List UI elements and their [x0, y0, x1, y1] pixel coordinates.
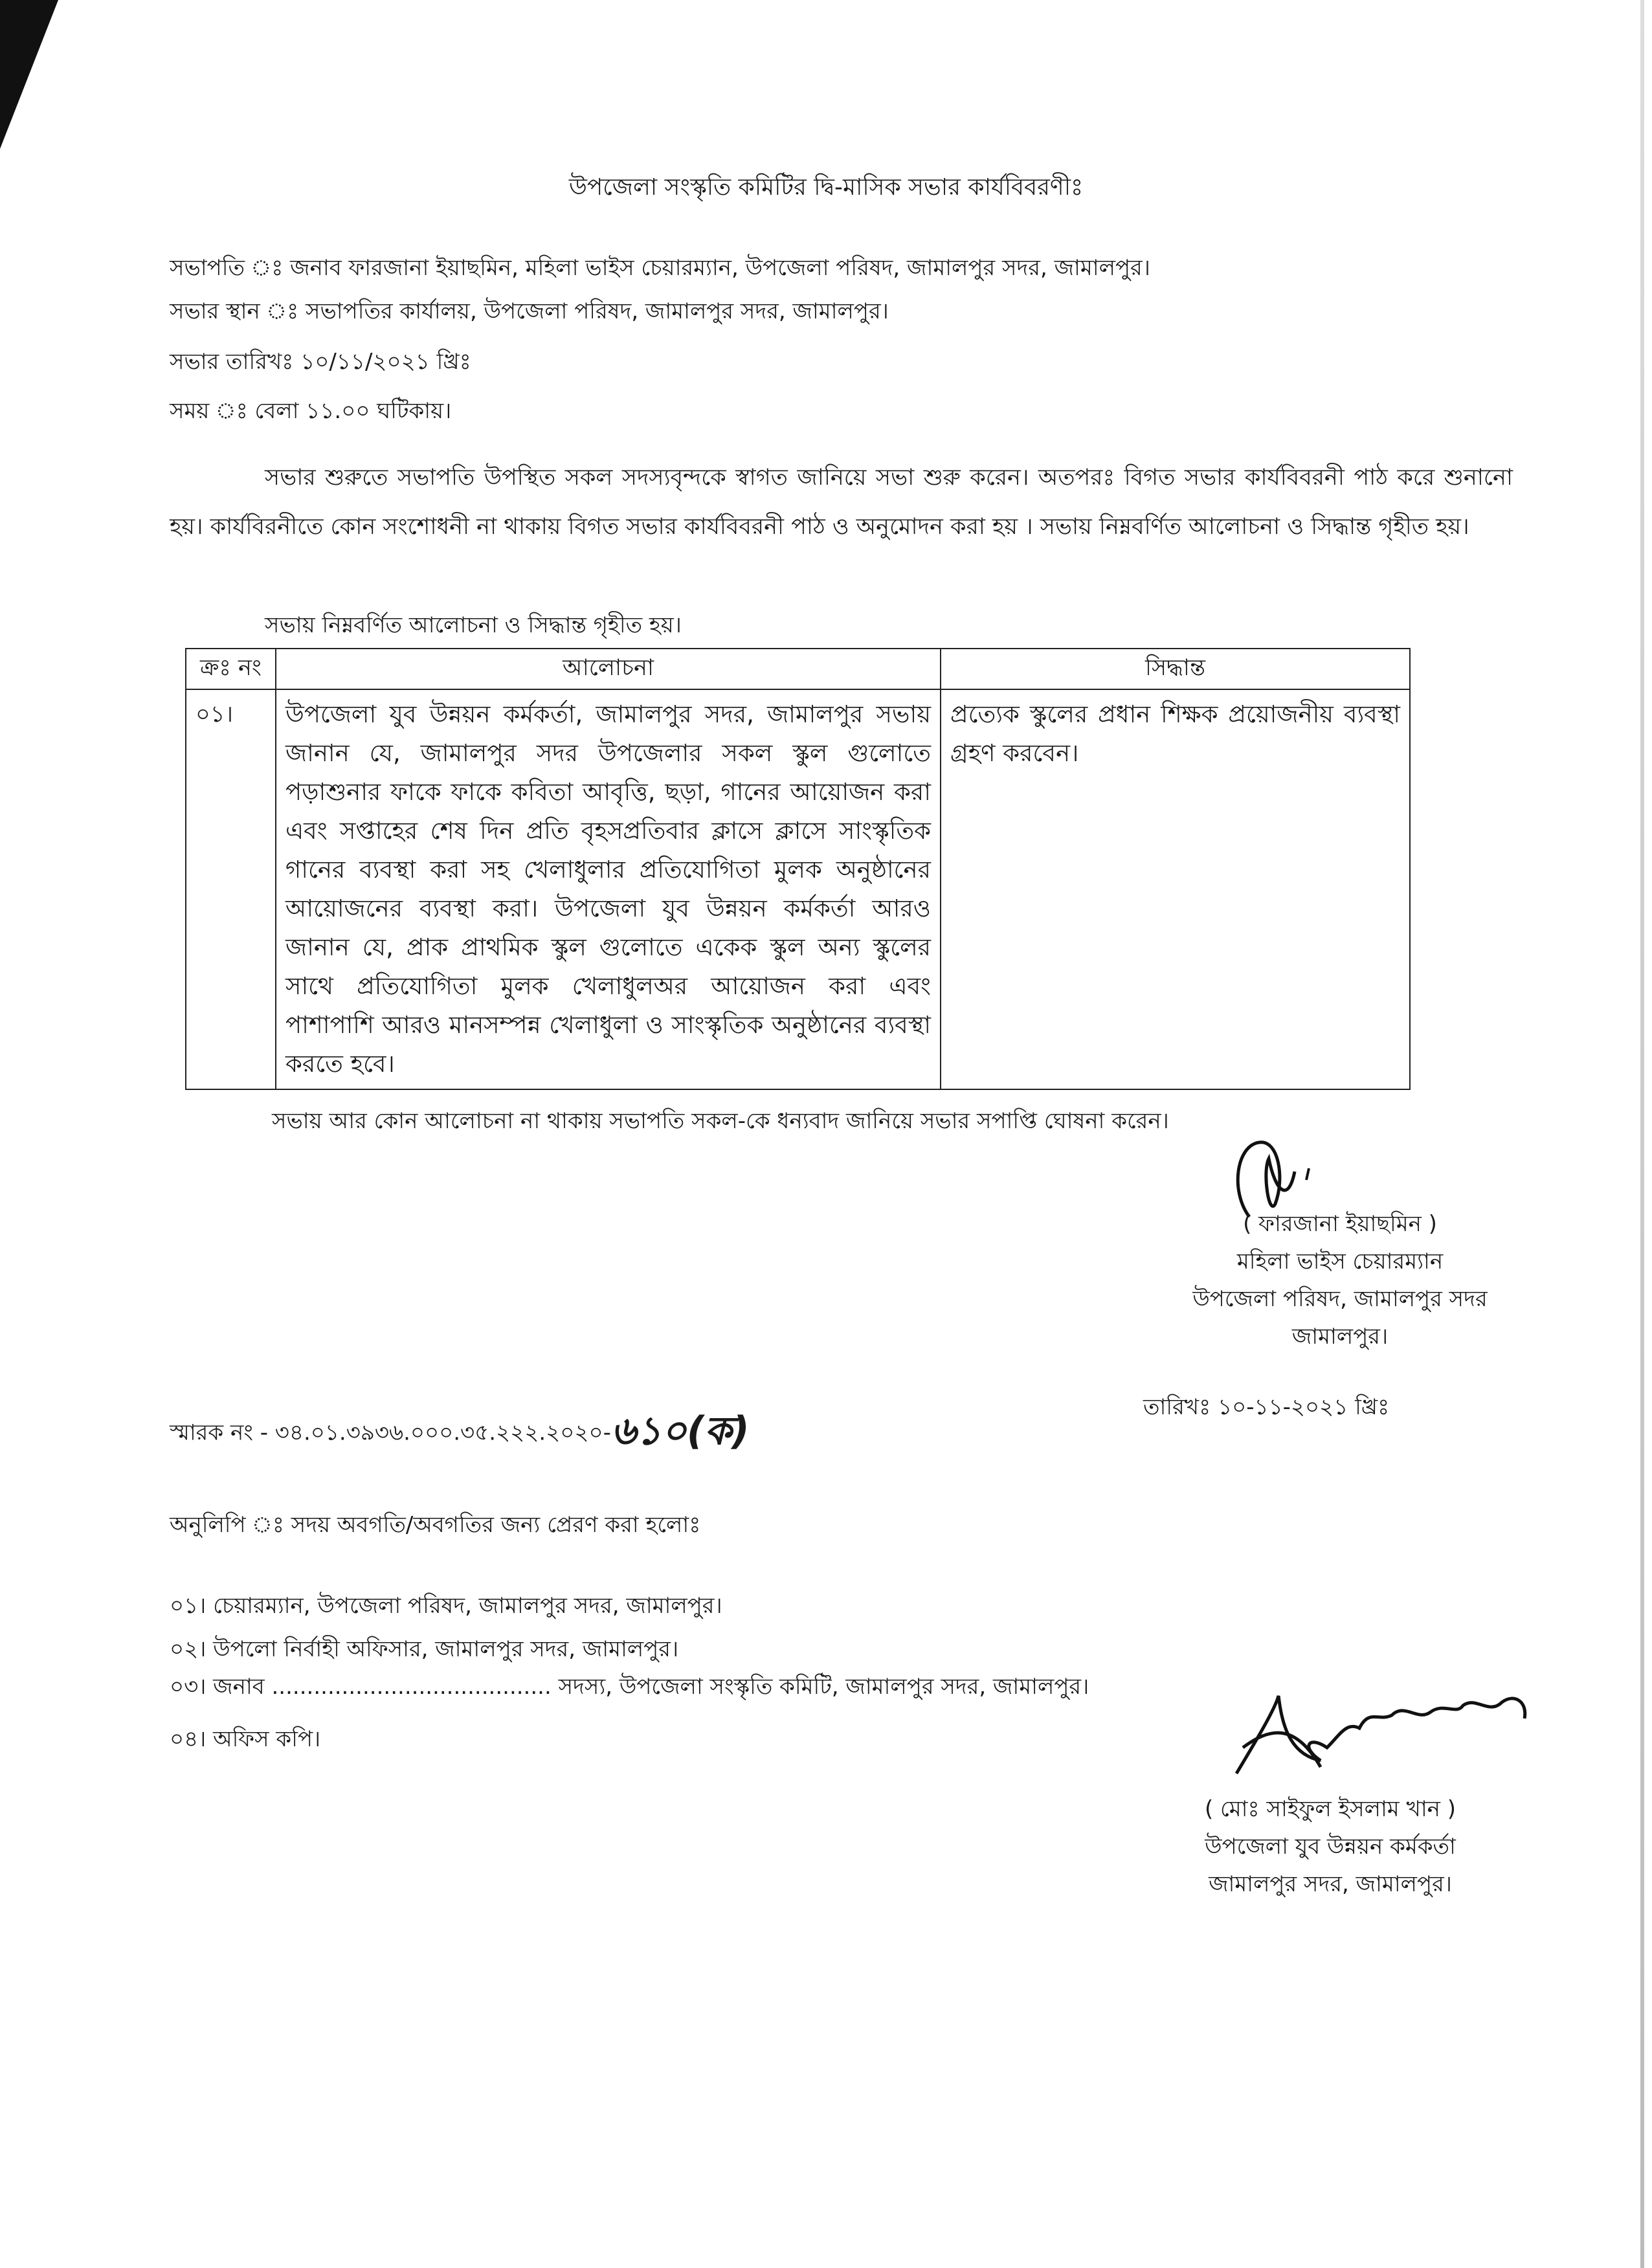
meeting-president: সভাপতি ঃ জনাব ফারজানা ইয়াছমিন, মহিলা ভাইস চেয়ারম্যান, উপজেলা পরিষদ, জামালপুর সদর, জামালপুর। [170, 255, 1150, 281]
signer1-designation: মহিলা ভাইস চেয়ারম্যান [1236, 1249, 1444, 1274]
memo-date: তারিখঃ ১০-১১-২০২১ খ্রিঃ [1143, 1394, 1390, 1420]
copy-heading: অনুলিপি ঃ সদয় অবগতি/অবগতির জন্য প্রেরণ করা হলোঃ [170, 1512, 701, 1538]
signer2-office: জামালপুর সদর, জামালপুর। [1209, 1871, 1452, 1897]
signer1-office: উপজেলা পরিষদ, জামালপুর সদর [1192, 1286, 1488, 1312]
scan-edge [1640, 0, 1644, 2268]
meeting-time: সময় ঃ বেলা ১১.০০ ঘটিকায়। [170, 398, 452, 424]
row-serial: ০১। [186, 689, 276, 1089]
header-discussion: আলোচনা [276, 649, 941, 689]
copy-item: ০৩। জনাব ........................................ সদস্য, উপজেলা সংস্কৃতি কমিটি, জামালপুর সদর, জামালপুর। [170, 1674, 1089, 1700]
row-discussion: উপজেলা যুব উন্নয়ন কর্মকর্তা, জামালপুর সদর, জামালপুর সভায় জানান যে, জামালপুর সদর উপজেলার সকল স্কুল গুলোতে পড়াশুনার ফাকে ফাকে কবিতা আবৃত্তি, ছড়া, গানের আয়োজন করা এবং সপ্তাহের শেষ দিন প্রতি বৃহসপ্রতিবার ক্লাসে ক্লাসে সাংস্কৃতিক গানের ব্যবস্থা করা সহ খেলাধুলার প্রতিযোগিতা মুলক অনুষ্ঠানের আয়োজনের ব্যবস্থা করা। উপজেলা যুব উন্নয়ন কর্মকর্তা আরও জানান যে, প্রাক প্রাথমিক স্কুল গুলোতে একেক স্কুল অন্য স্কুলের সাথে প্রতিযোগিতা মুলক খেলাধুলঅর আয়োজন করা এবং পাশাপাশি আরও মানসম্পন্ন খেলাধুলা ও সাংস্কৃতিক অনুষ্ঠানের ব্যবস্থা করতে হবে। [276, 689, 941, 1089]
table-row [186, 689, 1410, 1089]
signer2-name: ( মোঃ সাইফুল ইসলাম খান ) [1204, 1796, 1457, 1822]
intro-paragraph: সভার শুরুতে সভাপতি উপস্থিত সকল সদস্যবৃন্দকে স্বাগত জানিয়ে সভা শুরু করেন। অতপরঃ বিগত সভার কার্যবিবরনী পাঠ করে শুনানো হয়। কার্যবিরনীতে কোন সংশোধনী না থাকায় বিগত সভার কার্যবিবরনী পাঠ ও অনুমোদন করা হয় । সভায় নিম্নবর্ণিত আলোচনা ও সিদ্ধান্ত গৃহীত হয়। [170, 465, 1513, 540]
meeting-date: সভার তারিখঃ ১০/১১/২০২১ খ্রিঃ [170, 349, 471, 375]
minutes-table [185, 648, 1411, 1090]
header-serial: ক্রঃ নং [186, 649, 276, 689]
memo-handwritten-suffix: ৬১০(ক) [610, 1408, 750, 1454]
intro-subline: সভায় নিম্নবর্ণিত আলোচনা ও সিদ্ধান্ত গৃহীত হয়। [265, 612, 682, 638]
document-title: উপজেলা সংস্কৃতি কমিটির দ্বি-মাসিক সভার কার্যবিবরণীঃ [568, 174, 1084, 201]
signer1-district: জামালপুর। [1291, 1324, 1389, 1350]
memo-number [170, 1401, 750, 1466]
row-decision: প্রত্যেক স্কুলের প্রধান শিক্ষক প্রয়োজনীয় ব্যবস্থা গ্রহণ করবেন। [941, 689, 1410, 1089]
meeting-venue: সভার স্থান ঃ সভাপতির কার্যালয়, উপজেলা পরিষদ, জামালপুর সদর, জামালপুর। [170, 298, 889, 324]
copy-item: ০১। চেয়ারম্যান, উপজেলা পরিষদ, জামালপুর সদর, জামালপুর। [170, 1593, 722, 1619]
signer1-name: ( ফারজানা ইয়াছমিন ) [1243, 1211, 1437, 1237]
officer-signature-block [1126, 1790, 1534, 1903]
scan-corner-shadow [0, 0, 58, 149]
closing-statement: সভায় আর কোন আলোচনা না থাকায় সভাপতি সকল-কে ধন্যবাদ জানিয়ে সভার সপাপ্তি ঘোষনা করেন। [272, 1108, 1169, 1134]
table-header-row [186, 649, 1410, 689]
officer-signature [1230, 1683, 1541, 1786]
signer2-designation: উপজেলা যুব উন্নয়ন কর্মকর্তা [1205, 1834, 1456, 1860]
memo-number-text: স্মারক নং - ৩৪.০১.৩৯৩৬.০০০.৩৫.২২২.২০২০- [170, 1419, 611, 1446]
header-decision: সিদ্ধান্ত [941, 649, 1410, 689]
copy-item: ০২। উপলো নির্বাহী অফিসার, জামালপুর সদর, জামালপুর। [170, 1636, 679, 1662]
copy-item: ০৪। অফিস কপি। [170, 1726, 321, 1752]
president-signature-block [1126, 1205, 1554, 1355]
